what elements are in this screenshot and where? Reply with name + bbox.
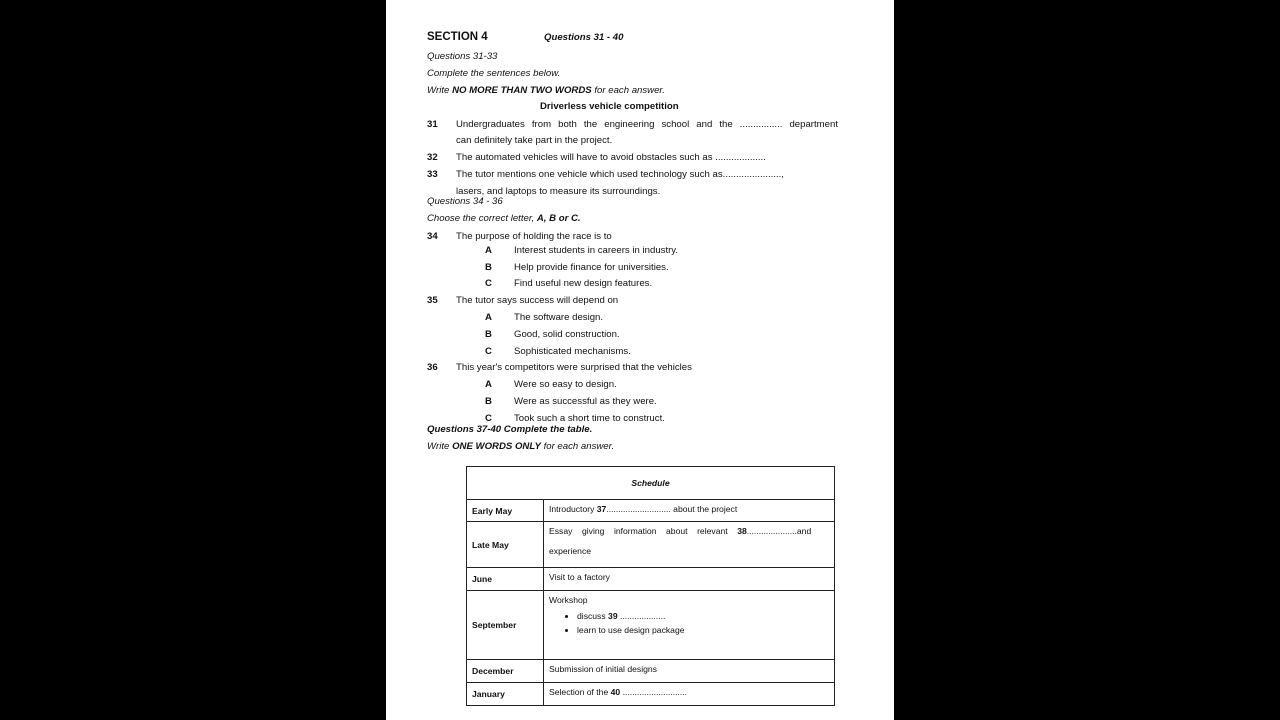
option-text: Good, solid construction. xyxy=(514,329,620,340)
part2-heading: Questions 34 - 36 xyxy=(427,196,503,207)
row-label: Late May xyxy=(467,522,544,568)
option-text: Help provide finance for universities. xyxy=(514,262,669,273)
part1-word-limit xyxy=(427,85,665,97)
question-36-stem: This year's competitors were surprised that the vehicles xyxy=(456,362,692,373)
cell-text: ........................... about the project xyxy=(606,504,738,514)
cell-text: discuss xyxy=(577,611,609,621)
list-item: • learn to use design package xyxy=(577,625,829,635)
bullet-list xyxy=(549,611,829,635)
section-title: SECTION 4 xyxy=(427,31,488,43)
part1-title: Driverless vehicle competition xyxy=(540,101,679,112)
row-label: January xyxy=(467,683,544,706)
option-text: Find useful new design features. xyxy=(514,278,653,289)
option-letter: C xyxy=(485,346,492,357)
row-label: September xyxy=(467,591,544,660)
table-title: Schedule xyxy=(467,467,835,500)
option-letter: A xyxy=(485,312,492,323)
row-content xyxy=(544,500,835,522)
row-content xyxy=(544,522,835,568)
cell-text: .....................and xyxy=(746,526,812,536)
option-text: Took such a short time to construct. xyxy=(514,413,665,424)
cell-text: Selection of the xyxy=(549,687,611,697)
instr-text: Choose the correct letter, xyxy=(427,213,537,224)
option-text: Sophisticated mechanisms. xyxy=(514,346,631,357)
question-33-line2: lasers, and laptops to measure its surroundings. xyxy=(456,186,661,197)
question-34-stem: The purpose of holding the race is to xyxy=(456,231,612,242)
option-letter: C xyxy=(485,413,492,424)
option-text: Interest students in careers in industry. xyxy=(514,245,679,256)
row-label: Early May xyxy=(467,500,544,522)
question-33-line1: The tutor mentions one vehicle which used technology such as......................, xyxy=(456,169,784,180)
part3-heading: Questions 37-40 Complete the table. xyxy=(427,424,593,435)
cell-text: Introductory xyxy=(549,504,597,514)
option-letter: B xyxy=(485,329,492,340)
part1-heading: Questions 31-33 xyxy=(427,51,498,62)
cell-text: Essay giving information about relevant xyxy=(549,526,738,536)
table-row xyxy=(467,683,835,706)
option-letter: B xyxy=(485,396,492,407)
cell-text: ................... xyxy=(617,611,666,621)
question-number: 35 xyxy=(427,295,438,306)
row-content: Submission of initial designs xyxy=(544,660,835,683)
blank-number: 40 xyxy=(610,687,621,697)
table-row xyxy=(467,522,835,568)
option-text: Were so easy to design. xyxy=(514,379,617,390)
option-letter: A xyxy=(485,245,492,256)
option-text: The software design. xyxy=(514,312,604,323)
question-number: 31 xyxy=(427,119,438,130)
row-content: Visit to a factory xyxy=(544,568,835,591)
instr-emphasis: NO MORE THAN TWO WORDS xyxy=(452,85,592,96)
instr-text: Write xyxy=(427,85,453,96)
table-row xyxy=(467,591,835,660)
question-number: 33 xyxy=(427,169,438,180)
instr-text: for each answer. xyxy=(540,441,615,452)
section-range: Questions 31 - 40 xyxy=(544,32,624,43)
question-31-line1: Undergraduates from both the engineering school and the ................ department xyxy=(456,119,838,130)
cell-text: Workshop xyxy=(549,595,588,605)
part3-instruction xyxy=(427,441,614,453)
row-label: December xyxy=(467,660,544,683)
instr-text: Write xyxy=(427,441,453,452)
option-letter: C xyxy=(485,278,492,289)
blank-number: 38 xyxy=(737,526,747,536)
cell-text: experience xyxy=(549,546,592,556)
part2-instruction xyxy=(427,213,581,225)
table-row xyxy=(467,660,835,683)
part1-instruction: Complete the sentences below. xyxy=(427,68,561,79)
option-text: Were as successful as they were. xyxy=(514,396,657,407)
blank-number: 37 xyxy=(596,504,607,514)
question-32-text: The automated vehicles will have to avoid obstacles such as ................... xyxy=(456,152,766,163)
instr-emphasis: A, B or C. xyxy=(536,213,581,224)
list-item xyxy=(577,611,829,621)
table-row xyxy=(467,568,835,591)
question-number: 34 xyxy=(427,231,438,242)
option-letter: A xyxy=(485,379,492,390)
row-content xyxy=(544,591,835,660)
question-number: 36 xyxy=(427,362,438,373)
instr-emphasis: ONE WORDS ONLY xyxy=(452,441,541,452)
row-content xyxy=(544,683,835,706)
blank-number: 39 xyxy=(608,611,618,621)
question-number: 32 xyxy=(427,152,438,163)
option-letter: B xyxy=(485,262,492,273)
document-page xyxy=(386,0,894,720)
question-31-line2: can definitely take part in the project. xyxy=(456,135,613,146)
schedule-table xyxy=(466,466,835,706)
question-35-stem: The tutor says success will depend on xyxy=(456,295,619,306)
table-row xyxy=(467,500,835,522)
cell-text: ........................... xyxy=(620,687,688,697)
instr-text: for each answer. xyxy=(591,85,665,96)
row-label: June xyxy=(467,568,544,591)
